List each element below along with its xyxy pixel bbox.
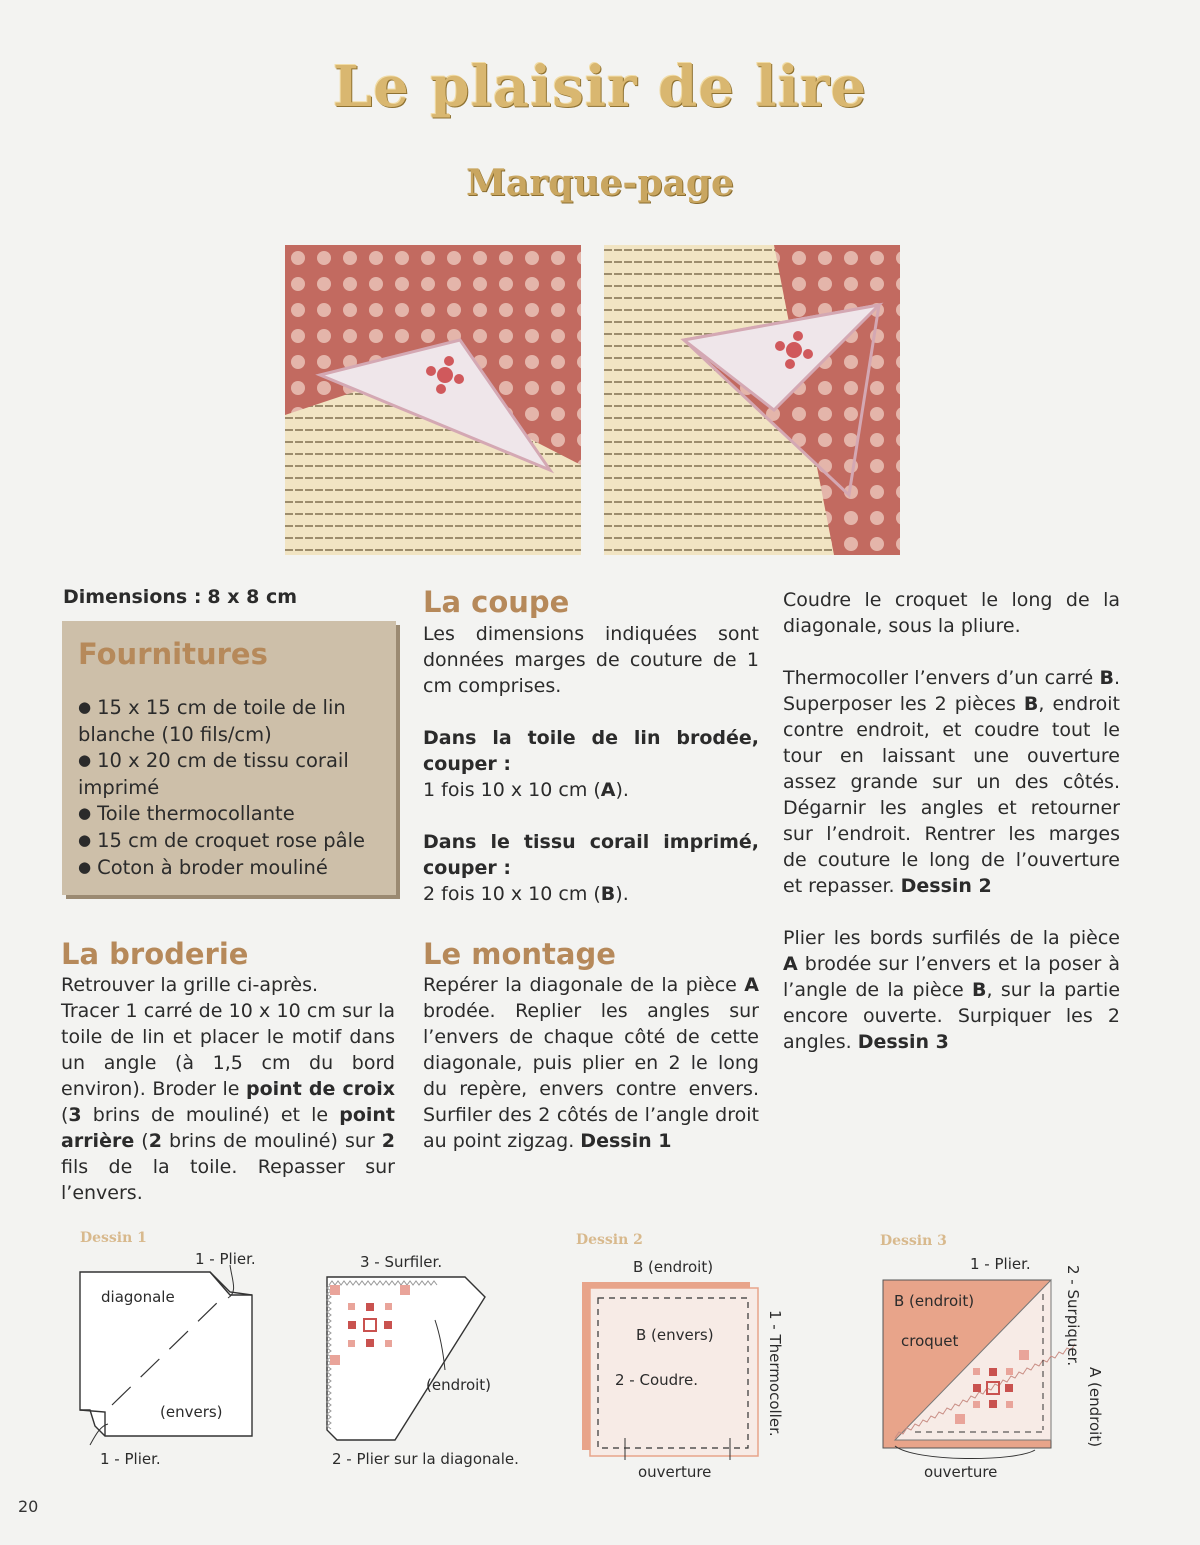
coupe-block-corail: Dans le tissu corail imprimé, couper : 2 fois 10 x 10 cm (B). bbox=[423, 831, 759, 905]
montage-text bbox=[423, 972, 759, 1154]
d1b-plier-diagonale: 2 - Plier sur la diagonale. bbox=[332, 1450, 519, 1468]
list-item: ● 15 x 15 cm de toile de lin blanche (10 fils/cm) bbox=[78, 695, 378, 748]
dimensions-label: Dimensions : bbox=[63, 586, 202, 608]
fournitures-title: Fournitures bbox=[78, 637, 268, 671]
dessin-2-diagram bbox=[570, 1268, 770, 1472]
montage-c3: Plier les bords surfilés de la pièce A brodée sur l’envers et la poser à l’angle de la pièce B, sur la partie encore ouverte. Surpiquer les 2 angles. Dessin 3 bbox=[783, 927, 1121, 1053]
fournitures-box bbox=[62, 621, 396, 895]
montage-p1: Repérer la diagonale de la pièce A brodée. Replier les angles sur l’envers de chaque côté de cette diagonale, puis plier en 2 le long du repère, envers contre envers. Surfiler des 2 côtés de l’angle droit au point zigzag. Dessin 1 bbox=[423, 974, 759, 1152]
d1b-endroit: (endroit) bbox=[426, 1376, 492, 1394]
d3-b-endroit: B (endroit) bbox=[894, 1292, 975, 1310]
dessin-3-label: Dessin 3 bbox=[880, 1233, 947, 1249]
page-subtitle: Marque-page bbox=[466, 162, 734, 204]
d1-plier-top: 1 - Plier. bbox=[195, 1250, 256, 1268]
d1-diagonale: diagonale bbox=[101, 1288, 175, 1306]
list-item: ● 15 cm de croquet rose pâle bbox=[78, 828, 378, 855]
list-item: ● Toile thermocollante bbox=[78, 801, 378, 828]
montage-c2: Thermocoller l’envers d’un carré B. Superposer les 2 pièces B, endroit contre endroit, et coudre tout le tour en laissant une ouverture assez grande sur un des côtés. Dégarnir les angles et retourner sur l’endroit. Rentrer les marges de couture le long de l’ouverture et repasser. Dessin 2 bbox=[783, 667, 1120, 897]
coupe-block-lin: Dans la toile de lin brodée, couper : 1 fois 10 x 10 cm (A). bbox=[423, 727, 759, 801]
montage-c1: Coudre le croquet le long de la diagonale, sous la pliure. bbox=[783, 589, 1120, 637]
coupe-intro: Les dimensions indiquées sont données marges de couture de 1 cm comprises. bbox=[423, 623, 759, 697]
fournitures-list bbox=[78, 695, 378, 882]
dimensions-value: 8 x 8 cm bbox=[207, 586, 298, 608]
d2-thermocoller: 1 - Thermocoller. bbox=[766, 1310, 784, 1437]
dessin-1b-diagram bbox=[315, 1255, 515, 1459]
broderie-text bbox=[61, 972, 395, 1206]
montage-title: Le montage bbox=[423, 937, 616, 971]
d3-surpiquer: 2 - Surpiquer. bbox=[1064, 1265, 1082, 1367]
d1-plier-bottom: 1 - Plier. bbox=[100, 1450, 161, 1468]
d1-envers: (envers) bbox=[160, 1403, 223, 1421]
d3-croquet: croquet bbox=[901, 1332, 959, 1350]
dimensions bbox=[63, 586, 297, 608]
page-number: 20 bbox=[18, 1497, 39, 1516]
d3-plier: 1 - Plier. bbox=[970, 1255, 1031, 1273]
page-title: Le plaisir de lire bbox=[332, 54, 868, 120]
d2-b-endroit: B (endroit) bbox=[633, 1258, 714, 1276]
broderie-p2: Tracer 1 carré de 10 x 10 cm sur la toile de lin et placer le motif dans un angle (à 1,5 cm du bord environ). Broder le point de croix (3 brins de mouliné) et le point arrière (2 brins de mouliné) sur 2 fils de la toile. Repasser sur l’envers. bbox=[61, 1000, 395, 1204]
bookmark-photo-1 bbox=[285, 245, 581, 555]
d3-ouverture: ouverture bbox=[924, 1463, 998, 1481]
bookmark-photo-2 bbox=[604, 245, 900, 555]
d1b-surfiler: 3 - Surfiler. bbox=[360, 1253, 443, 1271]
dessin-1-diagram bbox=[60, 1240, 280, 1484]
broderie-p1: Retrouver la grille ci-après. bbox=[61, 974, 319, 996]
coupe-title: La coupe bbox=[423, 585, 570, 619]
dessin-1-label: Dessin 1 bbox=[80, 1230, 147, 1246]
list-item: ● Coton à broder mouliné bbox=[78, 855, 378, 882]
d2-ouverture: ouverture bbox=[638, 1463, 712, 1481]
d3-a-endroit: A (endroit) bbox=[1086, 1367, 1104, 1448]
montage-continued bbox=[783, 587, 1120, 1055]
broderie-title: La broderie bbox=[61, 937, 249, 971]
dessin-2-label: Dessin 2 bbox=[576, 1232, 643, 1248]
d2-b-envers: B (envers) bbox=[636, 1326, 714, 1344]
list-item: ● 10 x 20 cm de tissu corail imprimé bbox=[78, 748, 378, 801]
coupe-text bbox=[423, 621, 759, 907]
d2-coudre: 2 - Coudre. bbox=[615, 1371, 699, 1389]
